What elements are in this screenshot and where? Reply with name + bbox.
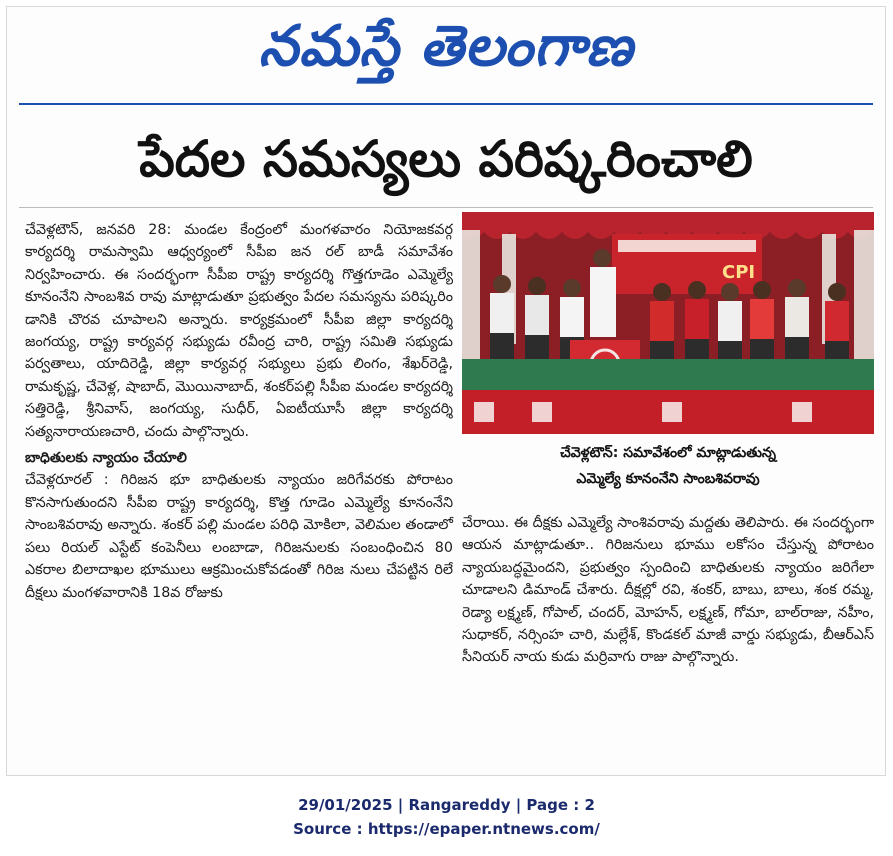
photo-caption-line-1: చేవెళ్లటౌన్: సమావేశంలో మాట్లాడుతున్న [560, 445, 776, 461]
article-subheading: బాధితులకు న్యాయం చేయాలి [25, 450, 187, 467]
article-headline: పేదల సమస్యలు పరిష్కరించాలి [139, 130, 753, 188]
banner-label: CPI [722, 262, 756, 283]
headline-divider [19, 207, 873, 208]
newspaper-masthead: నమస్తే తెలంగాణ [258, 13, 634, 79]
article-column-left [25, 219, 453, 604]
footer-date-edition: 29/01/2025 | Rangareddy | Page : 2 [298, 796, 595, 814]
footer-source[interactable]: Source : https://epaper.ntnews.com/ [293, 820, 600, 838]
masthead-divider [19, 103, 873, 105]
article-column-right [462, 512, 874, 669]
article-paragraph-2: చేవెళ్లరూరల్ : గిరిజన భూ బాధితులకు న్యాయం జరిగేవరకు పోరాటం కొనసాగుతుందని సీపీఐ రాష్ట్ర కార్యదర్శి, కొత్త గూడెం ఎమ్మెల్యే కూనంనేని సాంబశివరావు అన్నారు. శంకర్ పల్లి మండల పరిధి మోకిలా, వెలిమల తండాలో పలు రియల్ ఎస్టేట్ కంపెనీలు లంబాడా, గిరిజనులకు సంబంధించిన 80 ఎకరాల బిలాదాఖల భూములు ఆక్రమించుకోవడంతో గిరిజ నులు చేపట్టిన రిలే దీక్షలు మంగళవారానికి 18వ రోజుకు [25, 472, 453, 601]
photo-caption-line-2: ఎమ్మెల్యే కూనంనేని సాంబశివరావు [576, 471, 760, 487]
article-paragraph-1: చేవెళ్లటౌన్, జనవరి 28: మండల కేంద్రంలో మంగళవారం నియోజకవర్గ కార్యదర్శి రామస్వామి ఆధ్వర్యంలో సీపీఐ జన రల్ బాడీ సమావేశం నిర్వహించారు. ఈ సందర్భంగా సీపీఐ రాష్ట్ర కార్యదర్శి గొత్తగూడెం ఎమ్మెల్యే కూనంనేని సాంబశివ రావు మాట్లాడుతూ ప్రభుత్వం పేదల సమస్యను పరిష్కరిం డానికి చొరవ చూపాలని అన్నారు. కార్యక్రమంలో సీపీఐ జిల్లా కార్యదర్శి జంగయ్య, రాష్ట్ర కార్యవర్గ సభ్యుడు రవీంద్ర చారి, రాష్ట్ర సమితి సభ్యుడు పర్వతాలు, యాదిరెడ్డి, జిల్లా కార్యవర్గ సభ్యులు ప్రభు లింగం, శేఖర్‌రెడ్డి, రామకృష్ణ, చేవెళ్ల, షాబాద్, మొయినాబాద్, శంకర్‌పల్లి సీపీఐ మండల కార్యదర్శి సత్తిరెడ్డి, శ్రీనివాస్, జంగయ్య, సుధీర్, ఏఐటీయూసీ జిల్లా కార్యదర్శి సత్యనారాయణచారి, చందు పాల్గొన్నారు. [25, 222, 453, 440]
photo-caption [462, 440, 874, 492]
stage-photo-illustration [462, 212, 874, 434]
article-paragraph-3: చేరాయి. ఈ దీక్షకు ఎమ్మెల్యే సాంశివరావు మద్దతు తెలిపారు. ఈ సందర్భంగా ఆయన మాట్లాడుతూ.. గిరిజనులు భూము లకోసం చేస్తున్న పోరాటం న్యాయబద్ధమైందని, ప్రభుత్వం స్పందించి బాధితులకు న్యాయం జరిగేలా చూడాలని డిమాండ్ చేశారు. దీక్షల్లో రవి, శంకర్, బాబు, బాలు, శంక రమ్మ, రెడ్యా లక్ష్మణ్, గోపాల్, చందర్, మోహన్, లక్ష్మణ్, గోమా, బాల్‌రాజు, నహీం, సుధాకర్, నర్సింహ చారి, మల్లేశ్, కొండకల్ మాజీ వార్డు సభ్యుడు, బీఆర్ఎస్ సీనియర్ నాయ కుడు మర్రివాగు రాజు పాల్గొన్నారు. [462, 515, 874, 666]
news-photo [462, 212, 874, 434]
clipping-footer [0, 793, 893, 841]
